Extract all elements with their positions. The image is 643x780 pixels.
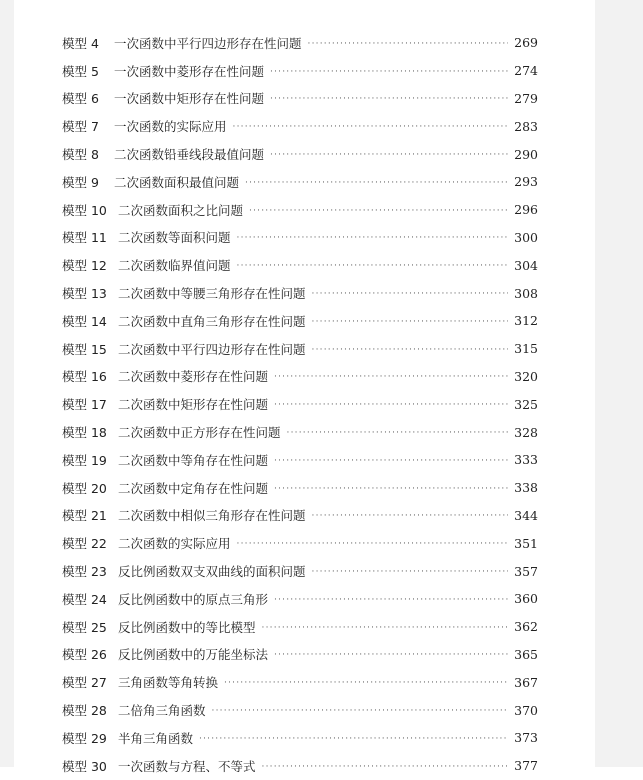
toc-entry-title: 二倍角三角函数: [118, 703, 206, 719]
toc-entry[interactable]: [62, 140, 538, 168]
toc-entry[interactable]: [62, 446, 538, 474]
toc-entry[interactable]: [62, 279, 538, 307]
toc-entry-title: 二次函数中定角存在性问题: [118, 480, 269, 496]
toc-entry-page: 325: [514, 396, 538, 412]
toc-leader-dots: [270, 65, 508, 77]
toc-entry-title: 二次函数中矩形存在性问题: [118, 397, 269, 413]
page-gutter-left: [0, 0, 14, 767]
toc-entry-label: 模型 6: [62, 91, 99, 107]
toc-leader-dots: [237, 259, 508, 271]
toc-entry-title: 二次函数的实际应用: [118, 536, 231, 552]
toc-entry-page: 357: [514, 563, 538, 579]
toc-entry-title: 反比例函数中的原点三角形: [118, 591, 269, 607]
toc-leader-dots: [274, 593, 508, 605]
toc-entry[interactable]: [62, 696, 538, 724]
toc-entry-label: 模型 10: [62, 202, 107, 218]
toc-entry[interactable]: [62, 57, 538, 85]
toc-entry[interactable]: [62, 29, 538, 57]
toc-entry-page: 360: [514, 591, 538, 607]
toc-entry-title: 二次函数面积最值问题: [114, 174, 240, 190]
toc-entry-label: 模型 23: [62, 564, 107, 580]
toc-entry[interactable]: [62, 641, 538, 669]
toc-entry-label: 模型 7: [62, 119, 99, 135]
toc-entry-label: 模型 25: [62, 619, 107, 635]
toc-entry[interactable]: [62, 85, 538, 113]
toc-entry[interactable]: [62, 196, 538, 224]
toc-entry-label: 模型 11: [62, 230, 107, 246]
toc-entry-title: 二次函数铅垂线段最值问题: [114, 147, 265, 163]
toc-entry-label: 模型 8: [62, 147, 99, 163]
toc-entry-title: 反比例函数中的等比模型: [118, 619, 256, 635]
toc-entry[interactable]: [62, 502, 538, 530]
toc-leader-dots: [237, 537, 508, 549]
toc-entry[interactable]: [62, 390, 538, 418]
toc-entry-page: 315: [514, 341, 538, 357]
toc-entry-page: 296: [514, 202, 538, 218]
toc-leader-dots: [274, 648, 508, 660]
toc-leader-dots: [212, 704, 508, 716]
toc-leader-dots: [249, 204, 508, 216]
toc-entry-label: 模型 20: [62, 480, 107, 496]
toc-entry[interactable]: [62, 363, 538, 391]
toc-entry-page: 283: [514, 118, 538, 134]
toc-leader-dots: [312, 565, 508, 577]
toc-entry[interactable]: [62, 335, 538, 363]
toc-entry-title: 二次函数临界值问题: [118, 258, 231, 274]
toc-entry-page: 365: [514, 646, 538, 662]
toc-entry[interactable]: [62, 112, 538, 140]
toc-entry[interactable]: [62, 668, 538, 696]
toc-entry-page: 274: [514, 63, 538, 79]
toc-entry-title: 二次函数等面积问题: [118, 230, 231, 246]
toc-entry-title: 反比例函数双支双曲线的面积问题: [118, 564, 306, 580]
toc-entry-title: 半角三角函数: [118, 730, 194, 746]
toc-entry-page: 328: [514, 424, 538, 440]
toc-entry-label: 模型 4: [62, 35, 99, 51]
toc-leader-dots: [233, 120, 508, 132]
toc-entry[interactable]: [62, 724, 538, 752]
toc-entry-label: 模型 24: [62, 591, 107, 607]
toc-entry-page: 362: [514, 619, 538, 635]
toc-entry-title: 二次函数中等角存在性问题: [118, 452, 269, 468]
toc-leader-dots: [274, 398, 508, 410]
page-gutter-right: [595, 0, 643, 767]
toc-entry-label: 模型 5: [62, 63, 99, 79]
toc-entry-title: 三角函数等角转换: [118, 675, 219, 691]
toc-entry-page: 351: [514, 535, 538, 551]
toc-entry[interactable]: [62, 557, 538, 585]
toc-entry-page: 377: [514, 758, 538, 774]
toc-entry-label: 模型 30: [62, 758, 107, 774]
toc-entry-page: 312: [514, 313, 538, 329]
toc-entry[interactable]: [62, 224, 538, 252]
toc-entry-title: 二次函数中平行四边形存在性问题: [118, 341, 306, 357]
toc-entry-page: 370: [514, 702, 538, 718]
toc-entry-title: 一次函数与方程、不等式: [118, 758, 256, 774]
toc-entry[interactable]: [62, 307, 538, 335]
toc-entry-title: 一次函数中矩形存在性问题: [114, 91, 265, 107]
table-of-contents: [62, 29, 538, 780]
toc-entry-label: 模型 9: [62, 174, 99, 190]
toc-leader-dots: [287, 426, 508, 438]
toc-entry-label: 模型 13: [62, 286, 107, 302]
toc-entry-label: 模型 16: [62, 369, 107, 385]
toc-entry-label: 模型 12: [62, 258, 107, 274]
toc-leader-dots: [245, 176, 508, 188]
toc-entry[interactable]: [62, 613, 538, 641]
toc-entry-page: 279: [514, 90, 538, 106]
toc-entry-title: 一次函数的实际应用: [114, 119, 227, 135]
toc-entry-title: 二次函数中直角三角形存在性问题: [118, 313, 306, 329]
toc-entry[interactable]: [62, 251, 538, 279]
toc-entry-title: 反比例函数中的万能坐标法: [118, 647, 269, 663]
toc-entry-label: 模型 17: [62, 397, 107, 413]
toc-entry-page: 269: [514, 35, 538, 51]
toc-entry[interactable]: [62, 418, 538, 446]
toc-entry-label: 模型 21: [62, 508, 107, 524]
toc-entry-page: 373: [514, 730, 538, 746]
toc-entry-title: 二次函数中菱形存在性问题: [118, 369, 269, 385]
toc-entry[interactable]: [62, 168, 538, 196]
toc-entry-title: 一次函数中菱形存在性问题: [114, 63, 265, 79]
toc-entry-page: 333: [514, 452, 538, 468]
toc-entry-label: 模型 15: [62, 341, 107, 357]
toc-entry-page: 304: [514, 257, 538, 273]
toc-leader-dots: [312, 343, 508, 355]
toc-leader-dots: [270, 148, 508, 160]
toc-leader-dots: [274, 482, 508, 494]
toc-entry-page: 300: [514, 229, 538, 245]
toc-entry[interactable]: [62, 474, 538, 502]
toc-entry-page: 344: [514, 507, 538, 523]
toc-entry-title: 二次函数中等腰三角形存在性问题: [118, 286, 306, 302]
toc-entry-page: 367: [514, 674, 538, 690]
toc-leader-dots: [262, 621, 508, 633]
toc-entry-label: 模型 27: [62, 675, 107, 691]
toc-entry-page: 338: [514, 480, 538, 496]
toc-leader-dots: [312, 287, 508, 299]
toc-entry-label: 模型 22: [62, 536, 107, 552]
toc-leader-dots: [308, 37, 508, 49]
toc-leader-dots: [312, 315, 508, 327]
toc-entry-title: 二次函数面积之比问题: [118, 202, 244, 218]
toc-entry[interactable]: [62, 585, 538, 613]
toc-leader-dots: [199, 732, 508, 744]
toc-entry-label: 模型 26: [62, 647, 107, 663]
toc-entry-page: 320: [514, 368, 538, 384]
toc-entry-label: 模型 28: [62, 703, 107, 719]
toc-leader-dots: [237, 231, 508, 243]
toc-entry-label: 模型 19: [62, 452, 107, 468]
toc-leader-dots: [224, 676, 508, 688]
toc-leader-dots: [262, 760, 508, 772]
toc-leader-dots: [274, 454, 508, 466]
toc-entry[interactable]: [62, 752, 538, 780]
toc-entry-page: 290: [514, 146, 538, 162]
toc-entry-label: 模型 14: [62, 313, 107, 329]
toc-leader-dots: [274, 370, 508, 382]
toc-entry-page: 293: [514, 174, 538, 190]
toc-leader-dots: [270, 92, 508, 104]
toc-entry-title: 二次函数中正方形存在性问题: [118, 425, 281, 441]
toc-entry-title: 二次函数中相似三角形存在性问题: [118, 508, 306, 524]
toc-entry[interactable]: [62, 529, 538, 557]
toc-leader-dots: [312, 509, 508, 521]
toc-entry-page: 308: [514, 285, 538, 301]
toc-entry-label: 模型 18: [62, 425, 107, 441]
toc-entry-title: 一次函数中平行四边形存在性问题: [114, 35, 302, 51]
toc-entry-label: 模型 29: [62, 730, 107, 746]
